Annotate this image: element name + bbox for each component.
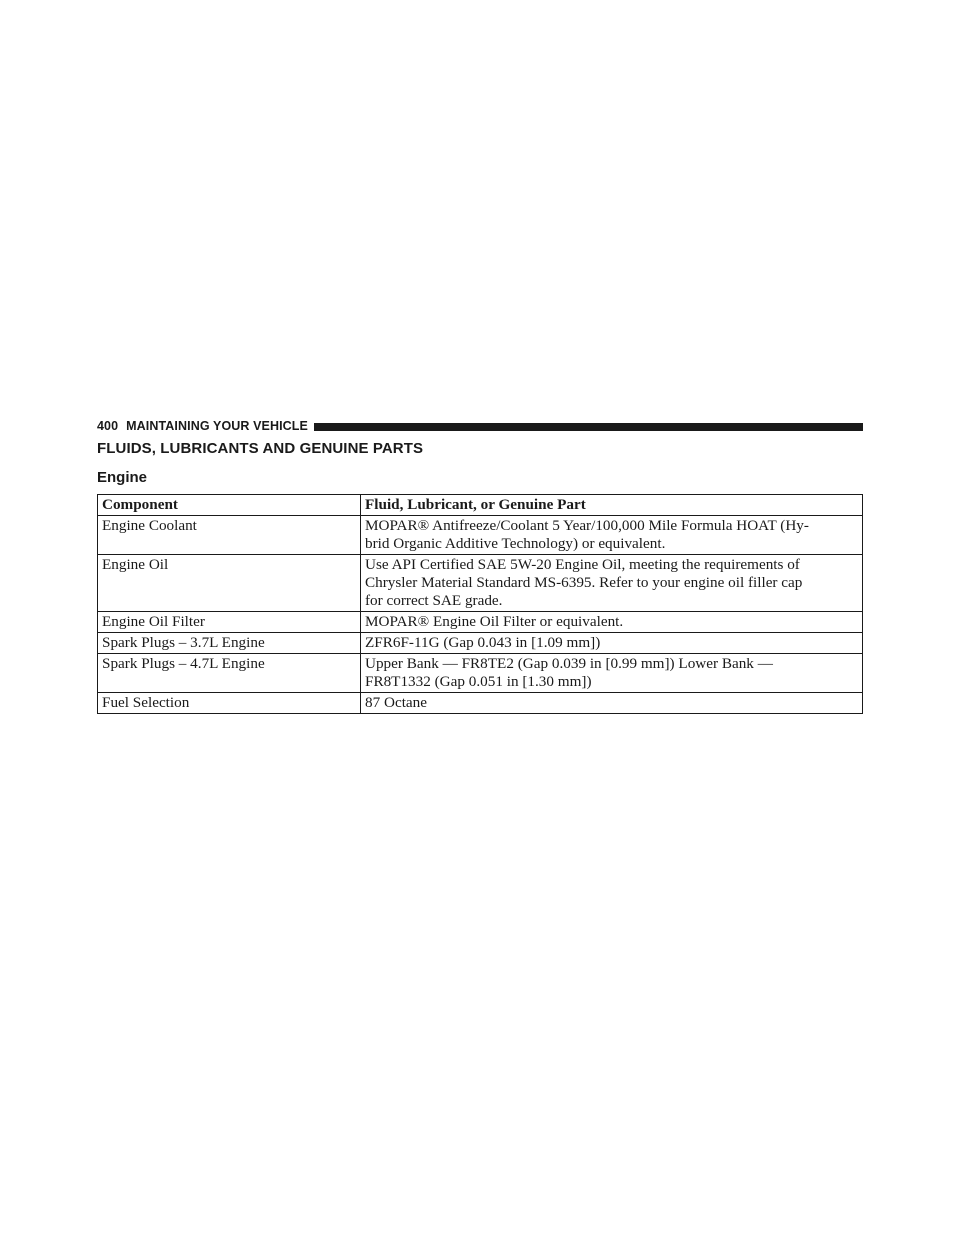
cell-component: Spark Plugs – 3.7L Engine: [98, 633, 361, 654]
subsection-title: Engine: [97, 469, 148, 486]
cell-line: MOPAR® Antifreeze/Coolant 5 Year/100,000 Mile Formula HOAT (Hy-: [365, 517, 809, 534]
column-header-component: Component: [98, 495, 361, 516]
running-head-rule: [314, 423, 863, 431]
cell-line: 87 Octane: [365, 694, 427, 711]
cell-fluid: [361, 693, 863, 714]
table-row: [98, 633, 863, 654]
table-header-row: [98, 495, 863, 516]
cell-line: for correct SAE grade.: [365, 592, 503, 609]
cell-line: Upper Bank — FR8TE2 (Gap 0.039 in [0.99 mm]) Lower Bank —: [365, 655, 773, 672]
engine-spec-table: [97, 494, 863, 714]
table-row: [98, 654, 863, 693]
cell-line: Chrysler Material Standard MS-6395. Refer to your engine oil filler cap: [365, 574, 803, 591]
running-head: [97, 417, 863, 435]
cell-fluid: [361, 654, 863, 693]
column-header-fluid: Fluid, Lubricant, or Genuine Part: [361, 495, 863, 516]
cell-component: Engine Coolant: [98, 516, 361, 555]
cell-fluid: [361, 633, 863, 654]
cell-component: Engine Oil: [98, 555, 361, 612]
cell-fluid: [361, 555, 863, 612]
cell-line: brid Organic Additive Technology) or equivalent.: [365, 535, 666, 552]
cell-line: Use API Certified SAE 5W-20 Engine Oil, meeting the requirements of: [365, 556, 800, 573]
table-row: [98, 555, 863, 612]
running-head-section: MAINTAINING YOUR VEHICLE: [126, 419, 308, 433]
cell-component: Spark Plugs – 4.7L Engine: [98, 654, 361, 693]
running-head-text: [97, 419, 308, 433]
table-row: [98, 693, 863, 714]
cell-component: Engine Oil Filter: [98, 612, 361, 633]
cell-line: ZFR6F-11G (Gap 0.043 in [1.09 mm]): [365, 634, 601, 651]
cell-line: FR8T1332 (Gap 0.051 in [1.30 mm]): [365, 673, 592, 690]
table-row: [98, 516, 863, 555]
cell-component: Fuel Selection: [98, 693, 361, 714]
table-row: [98, 612, 863, 633]
section-title: FLUIDS, LUBRICANTS AND GENUINE PARTS: [97, 440, 424, 457]
cell-fluid: [361, 516, 863, 555]
cell-line: MOPAR® Engine Oil Filter or equivalent.: [365, 613, 624, 630]
cell-fluid: [361, 612, 863, 633]
page-number: 400: [97, 419, 119, 433]
